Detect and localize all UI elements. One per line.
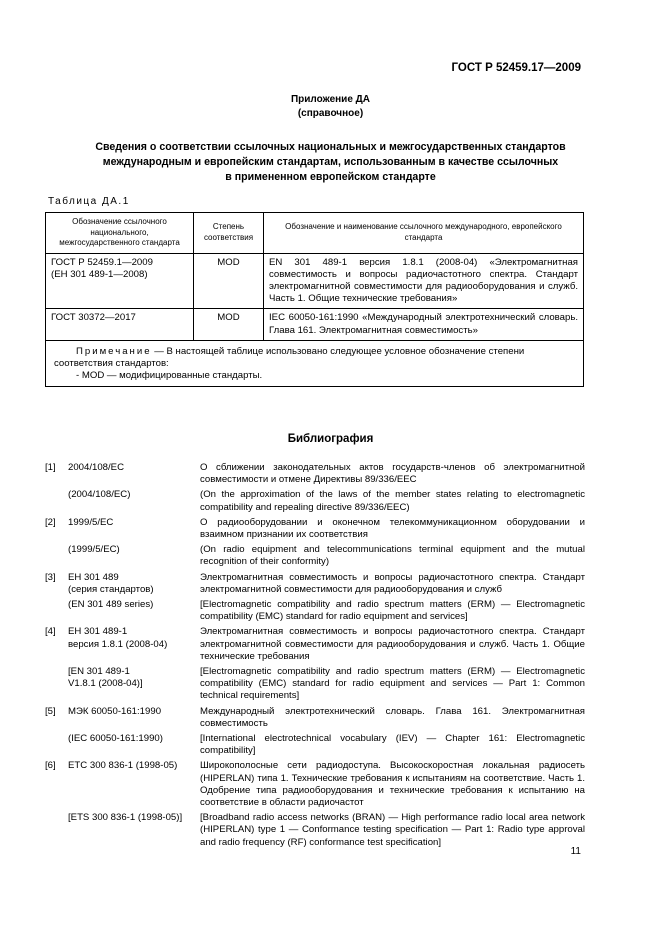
bibliography-entry bbox=[45, 626, 585, 663]
bibliography-code: (2004/108/EC) bbox=[68, 489, 131, 501]
bibliography-entry bbox=[45, 517, 585, 541]
annex-heading bbox=[0, 93, 661, 121]
bibliography-description: [Broadband radio access networks (BRAN) — High performance radio local area network (HIPERLAN) type 1 — Conformance testing specification — Part 1: Radio type approval and radio frequency (RF) conformance test specification] bbox=[200, 812, 585, 848]
bibliography-code: [EN 301 489-1 V1.8.1 (2008-04)] bbox=[68, 666, 143, 690]
note-item: - MOD — модифицированные стандарты. bbox=[76, 370, 263, 382]
bibliography-description: Международный электротехнический словарь. Глава 161. Электромагнитная совместимость bbox=[200, 705, 585, 729]
table-note bbox=[46, 340, 584, 387]
bibliography-number: [4] bbox=[45, 626, 56, 638]
table-label: Таблица ДА.1 bbox=[48, 196, 130, 207]
header-international-standard: Обозначение и наименование ссылочного международного, европейского стандарта bbox=[264, 213, 584, 254]
bibliography-code: (IEC 60050-161:1990) bbox=[68, 733, 163, 745]
bibliography-entry bbox=[45, 760, 585, 809]
international-standard-cell: IEC 60050-161:1990 «Международный электротехнический словарь. Глава 161. Электромагнитная совместимость» bbox=[264, 309, 584, 340]
bibliography-number bbox=[45, 489, 68, 513]
bibliography-description: О сближении законодательных актов государств-членов об электромагнитной совместимости и отмене Директивы 89/336/EEC bbox=[200, 462, 585, 486]
bibliography-description: (On radio equipment and telecommunications terminal equipment and the mutual recognition of their conformity) bbox=[200, 544, 585, 568]
bibliography-code: ЕН 301 489-1 версия 1.8.1 (2008-04) bbox=[68, 626, 168, 650]
national-standard-cell bbox=[46, 309, 194, 340]
bibliography-code: МЭК 60050-161:1990 bbox=[68, 705, 162, 717]
bibliography-code: 2004/108/EC bbox=[68, 462, 125, 473]
bibliography-code: ETC 300 836-1 (1998-05) bbox=[68, 760, 178, 772]
national-standard-equivalent: (ЕН 301 489-1—2008) bbox=[51, 268, 148, 280]
section-title-line-1: Сведения о соответствии ссылочных национальных и межгосударственных стандартов bbox=[95, 141, 566, 153]
bibliography-number bbox=[45, 733, 68, 757]
bibliography-number bbox=[45, 666, 68, 703]
bibliography-number: [5] bbox=[45, 705, 56, 717]
bibliography-entry bbox=[45, 572, 585, 596]
page-number: 11 bbox=[570, 846, 581, 857]
bibliography-code: (1999/5/EC) bbox=[68, 544, 120, 556]
bibliography-description: [Electromagnetic compatibility and radio spectrum matters (ERM) — Electromagnetic compatibility (EMC) standard for radio equipment and services — Part 1: Common technical requirements] bbox=[200, 666, 585, 702]
bibliography-entry bbox=[45, 489, 585, 513]
bibliography-number: [1] bbox=[45, 462, 56, 473]
bibliography-code: [ETS 300 836-1 (1998-05)] bbox=[68, 812, 183, 824]
bibliography-entry bbox=[45, 733, 585, 757]
bibliography-description: [International electrotechnical vocabulary (IEV) — Chapter 161: Electromagnetic compatibility] bbox=[200, 733, 585, 757]
table-row bbox=[46, 309, 584, 340]
annex-subtitle: (справочное) bbox=[297, 108, 364, 119]
bibliography-number bbox=[45, 544, 68, 568]
national-standard-code: ГОСТ 30372—2017 bbox=[51, 312, 136, 324]
bibliography-entry bbox=[45, 812, 585, 849]
degree-cell: MOD bbox=[194, 309, 264, 340]
bibliography-list bbox=[45, 462, 585, 852]
degree-cell: MOD bbox=[194, 253, 264, 309]
bibliography-entry bbox=[45, 666, 585, 703]
section-title-line-2: международным и европейским стандартам, использованным в качестве ссылочных bbox=[102, 156, 559, 168]
bibliography-number bbox=[45, 812, 68, 849]
bibliography-code: (EN 301 489 series) bbox=[68, 599, 154, 611]
bibliography-description: [Electromagnetic compatibility and radio spectrum matters (ERM) — Electromagnetic compatibility (EMC) standard for radio equipment and services] bbox=[200, 599, 585, 623]
annex-title: Приложение ДА bbox=[290, 94, 371, 105]
section-title-line-3: в примененном европейском стандарте bbox=[225, 171, 436, 183]
bibliography-description: О радиооборудовании и оконечном телекоммуникационном оборудовании и взаимном признании их соответствия bbox=[200, 516, 585, 541]
bibliography-description: Широкополосные сети радиодоступа. Высокоскоростная локальная радиосеть (HIPERLAN) типа 1. Технические требования к испытаниям на соответствие. Часть 1. Одобрение типа радиооборудования и технические требования к испытанию на соответствие в области радиочастот bbox=[200, 760, 585, 809]
bibliography-entry bbox=[45, 462, 585, 486]
bibliography-entry bbox=[45, 544, 585, 568]
table-header-row bbox=[46, 213, 584, 254]
bibliography-description: Электромагнитная совместимость и вопросы радиочастотного спектра. Стандарт электромагнитной совместимости для радиооборудования и служб bbox=[200, 571, 585, 595]
bibliography-number: [3] bbox=[45, 571, 56, 583]
section-title bbox=[0, 140, 661, 185]
bibliography-code: ЕН 301 489 (серия стандартов) bbox=[68, 571, 154, 595]
bibliography-number: [2] bbox=[45, 516, 56, 528]
table-row bbox=[46, 253, 584, 309]
note-text: — В настоящей таблице использовано следующее условное обозначение степени соответствия стандартов: bbox=[54, 345, 525, 369]
bibliography-title: Библиография bbox=[287, 433, 374, 445]
bibliography-number bbox=[45, 599, 68, 623]
national-standard-cell bbox=[46, 253, 194, 309]
correspondence-table bbox=[45, 212, 584, 387]
bibliography-entry bbox=[45, 599, 585, 623]
note-label: Примечание bbox=[76, 345, 152, 357]
bibliography-description: (On the approximation of the laws of the member states relating to electromagnetic compatibility and repealing directive 89/336/EEC) bbox=[200, 489, 585, 513]
international-standard-cell: EN 301 489-1 версия 1.8.1 (2008-04) «Электромагнитная совместимость и вопросы радиочастотного спектра. Стандарт электромагнитной совместимости для радиооборудования и служб. Часть 1. Общие технические требования» bbox=[264, 253, 584, 309]
national-standard-code: ГОСТ Р 52459.1—2009 bbox=[51, 256, 153, 268]
bibliography-entry bbox=[45, 706, 585, 730]
table-note-row bbox=[46, 340, 584, 387]
bibliography-description: Электромагнитная совместимость и вопросы радиочастотного спектра. Стандарт электромагнитной совместимости для радиооборудования и служб. Часть 1. Общие технические требования bbox=[200, 626, 585, 662]
header-national-standard: Обозначение ссылочного национального, межгосударственного стандарта bbox=[46, 213, 194, 254]
document-code: ГОСТ Р 52459.17—2009 bbox=[451, 62, 581, 74]
bibliography-number: [6] bbox=[45, 760, 56, 772]
bibliography-code: 1999/5/EC bbox=[68, 516, 114, 528]
header-degree: Степень соответствия bbox=[194, 213, 264, 254]
